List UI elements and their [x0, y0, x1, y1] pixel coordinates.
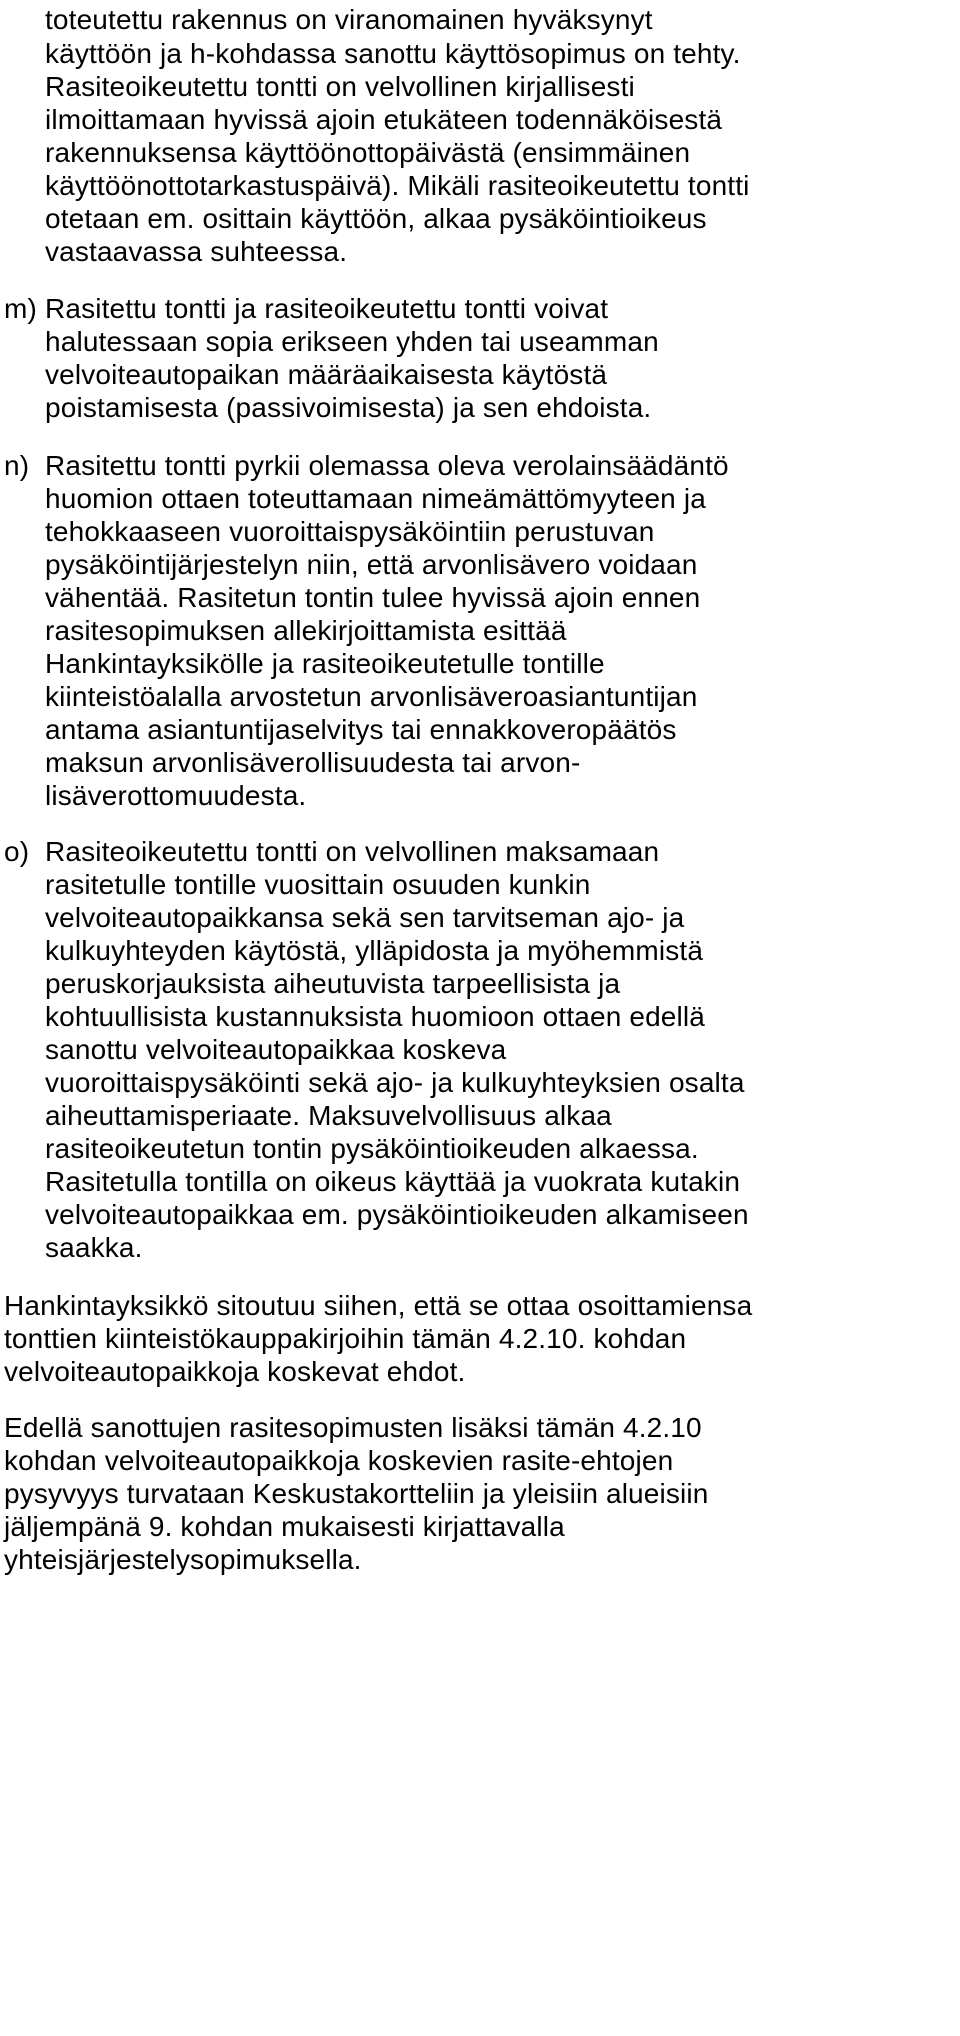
text-line: Hankintayksikkö sitoutuu siihen, että se ottaa osoittamiensa — [4, 1290, 753, 1321]
text-line: Rasitettu tontti ja rasiteoikeutettu tontti voivat — [45, 293, 609, 324]
text-line: velvoiteautopaikkaa em. pysäköintioikeuden alkamiseen — [45, 1199, 749, 1230]
list-item-label: o) — [4, 836, 30, 867]
text-line: pysyvyys turvataan Keskustakortteliin ja yleisiin alueisiin — [4, 1478, 709, 1509]
text-line: otetaan em. osittain käyttöön, alkaa pysäköintioikeus — [45, 203, 707, 234]
text-line: tonttien kiinteistökauppakirjoihin tämän 4.2.10. kohdan — [4, 1323, 687, 1354]
text-line: rasitesopimuksen allekirjoittamista esittää — [45, 615, 567, 646]
text-line: vastaavassa suhteessa. — [45, 236, 348, 267]
text-line: Rasiteoikeutettu tontti on velvollinen kirjallisesti — [45, 71, 635, 102]
text-line: käyttöönottotarkastuspäivä). Mikäli rasiteoikeutettu tontti — [45, 170, 750, 201]
text-line: aiheuttamisperiaate. Maksuvelvollisuus alkaa — [45, 1100, 612, 1131]
text-line: ilmoittamaan hyvissä ajoin etukäteen todennäköisestä — [45, 104, 723, 135]
text-line: rasitetulle tontille vuosittain osuuden kunkin — [45, 869, 591, 900]
text-line: velvoiteautopaikkansa sekä sen tarvitseman ajo- ja — [45, 902, 685, 933]
text-line: peruskorjauksista aiheutuvista tarpeellisista ja — [45, 968, 621, 999]
text-line: lisäverottomuudesta. — [45, 780, 307, 811]
text-line: käyttöön ja h-kohdassa sanottu käyttösopimus on tehty. — [45, 38, 741, 69]
text-line: maksun arvonlisäverollisuudesta tai arvon- — [45, 747, 581, 778]
text-line: tehokkaaseen vuoroittaispysäköintiin perustuvan — [45, 516, 655, 547]
text-line: huomion ottaen toteuttamaan nimeämättömyyteen ja — [45, 483, 706, 514]
text-line: kulkuyhteyden käytöstä, ylläpidosta ja myöhemmistä — [45, 935, 704, 966]
text-line: Edellä sanottujen rasitesopimusten lisäksi tämän 4.2.10 — [4, 1412, 702, 1443]
text-line: poistamisesta (passivoimisesta) ja sen ehdoista. — [45, 392, 652, 423]
text-line: rakennuksensa käyttöönottopäivästä (ensimmäinen — [45, 137, 691, 168]
text-line: vuoroittaispysäköinti sekä ajo- ja kulkuyhteyksien osalta — [45, 1067, 745, 1098]
text-line: Rasiteoikeutettu tontti on velvollinen maksamaan — [45, 836, 660, 867]
text-line: vähentää. Rasitetun tontin tulee hyvissä ajoin ennen — [45, 582, 701, 613]
text-line: sanottu velvoiteautopaikkaa koskeva — [45, 1034, 507, 1065]
text-line: velvoiteautopaikkoja koskevat ehdot. — [4, 1356, 466, 1387]
text-line: kohtuullisista kustannuksista huomioon ottaen edellä — [45, 1001, 705, 1032]
text-line: halutessaan sopia erikseen yhden tai useamman — [45, 326, 659, 357]
text-line: Hankintayksikölle ja rasiteoikeutetulle tontille — [45, 648, 605, 679]
text-line: kiinteistöalalla arvostetun arvonlisäveroasiantuntijan — [45, 681, 698, 712]
list-item-label: m) — [4, 293, 37, 324]
list-item-label: n) — [4, 450, 30, 481]
text-line: toteutettu rakennus on viranomainen hyväksynyt — [45, 4, 653, 35]
text-line: saakka. — [45, 1232, 143, 1263]
text-line: velvoiteautopaikan määräaikaisesta käytöstä — [45, 359, 608, 390]
text-line: kohdan velvoiteautopaikkoja koskevien rasite-ehtojen — [4, 1445, 674, 1476]
text-line: rasiteoikeutetun tontin pysäköintioikeuden alkaessa. — [45, 1133, 699, 1164]
text-line: yhteisjärjestelysopimuksella. — [4, 1544, 362, 1575]
text-line: pysäköintijärjestelyn niin, että arvonlisävero voidaan — [45, 549, 698, 580]
text-line: jäljempänä 9. kohdan mukaisesti kirjattavalla — [4, 1511, 565, 1542]
text-line: Rasitetulla tontilla on oikeus käyttää ja vuokrata kutakin — [45, 1166, 741, 1197]
text-line: antama asiantuntijaselvitys tai ennakkoveropäätös — [45, 714, 677, 745]
text-line: Rasitettu tontti pyrkii olemassa oleva verolainsäädäntö — [45, 450, 729, 481]
